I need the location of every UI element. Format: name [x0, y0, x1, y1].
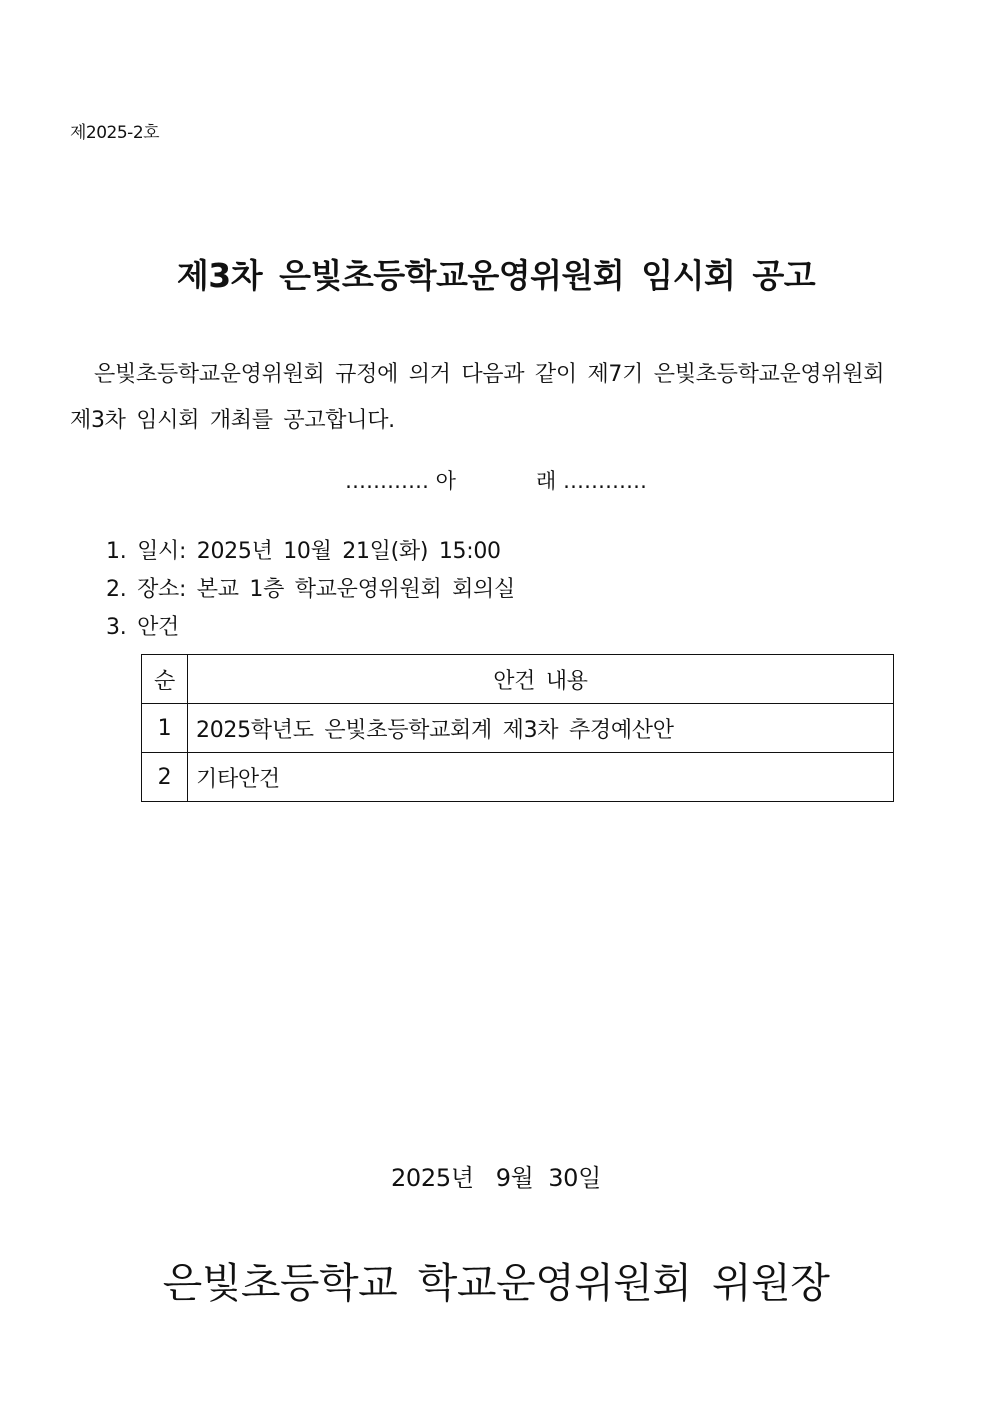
- table-row: [142, 704, 894, 753]
- table-cell-content: 기타안건: [188, 753, 894, 802]
- table-cell-content: 2025학년도 은빛초등학교회계 제3차 추경예산안: [188, 704, 894, 753]
- announcement-line-2: 제3차 임시회 개최를 공고합니다.: [70, 408, 395, 433]
- signature-line: 은빛초등학교 학교운영위원회 위원장: [162, 1259, 830, 1307]
- announcement-line-1: 은빛초등학교운영위원회 규정에 의거 다음과 같이 제7기 은빛초등학교운영위원회: [94, 362, 885, 387]
- announcement-date: 2025년 9월 30일: [390, 1164, 602, 1192]
- announcement-body: [70, 352, 900, 444]
- page-title: 제3차 은빛초등학교운영위원회 임시회 공고: [176, 256, 816, 295]
- section-separator: ………… 아 래 …………: [344, 469, 648, 493]
- meeting-details-list: [106, 533, 515, 647]
- table-header-content: 안건 내용: [188, 655, 894, 704]
- table-row: [142, 753, 894, 802]
- list-item-datetime: 1. 일시: 2025년 10월 21일(화) 15:00: [106, 539, 501, 564]
- list-item-location: 2. 장소: 본교 1층 학교운영위원회 회의실: [106, 577, 515, 602]
- table-cell-number: 1: [142, 704, 188, 753]
- table-header-row: [142, 655, 894, 704]
- agenda-table: [141, 654, 894, 802]
- document-number: 제2025-2호: [70, 123, 160, 143]
- list-item-agenda: 3. 안건: [106, 615, 179, 640]
- table-header-number: 순: [142, 655, 188, 704]
- table-cell-number: 2: [142, 753, 188, 802]
